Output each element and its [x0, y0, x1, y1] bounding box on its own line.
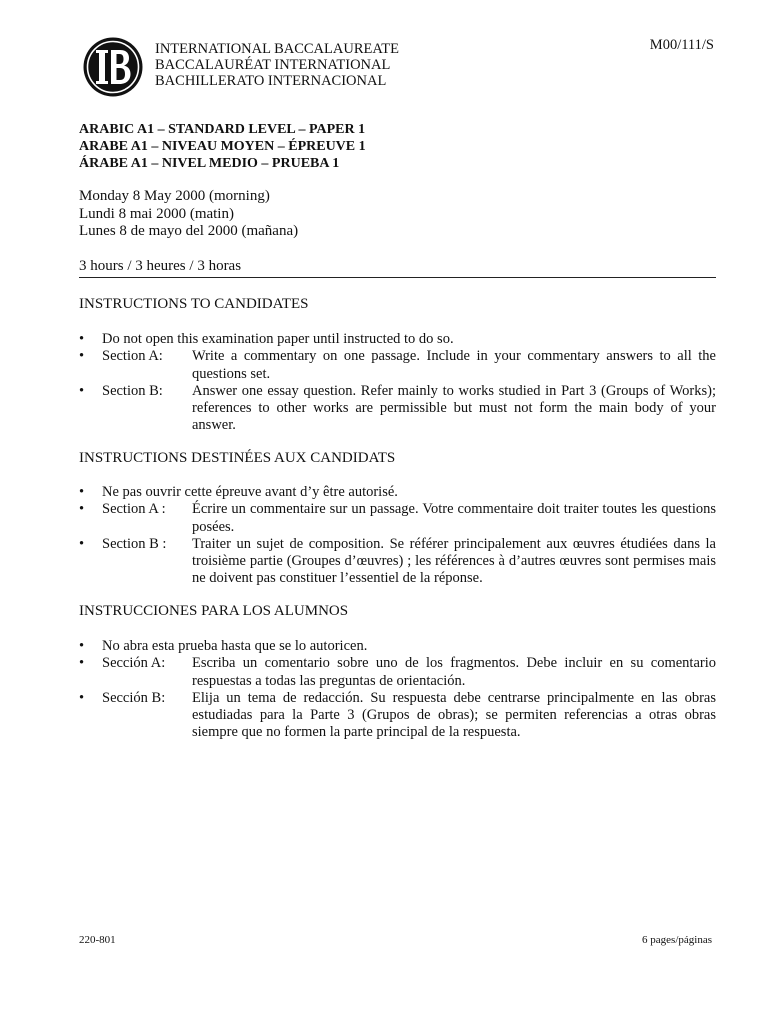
bullet: •	[79, 655, 85, 672]
list-item	[79, 348, 716, 383]
instructions-list-fr	[79, 484, 716, 588]
instruction-text: Traiter un sujet de composition. Se référer principalement aux œuvres étudiées dans la troisième partie (Groupes d’œuvres) ; les références à d’autres œuvres sont permises mais ne doivent pas constituer l’essentiel de la réponse.	[192, 535, 716, 587]
instructions-heading-en: INSTRUCTIONS TO CANDIDATES	[79, 296, 309, 312]
paper-title-en: ARABIC A1 – STANDARD LEVEL – PAPER 1	[79, 122, 366, 137]
list-item	[79, 383, 716, 435]
section-label: Sección A:	[102, 655, 166, 672]
section-label: Section A :	[102, 501, 166, 518]
divider	[79, 277, 716, 278]
bullet: •	[79, 638, 85, 654]
instruction-text: Write a commentary on one passage. Include in your commentary answers to all the questions set.	[192, 348, 716, 382]
bullet: •	[79, 484, 85, 500]
list-item	[79, 501, 716, 536]
list-item	[79, 331, 716, 348]
list-item	[79, 638, 716, 655]
instruction-text: Answer one essay question. Refer mainly to works studied in Part 3 (Groups of Works); references to other works are permissible but must not form the main body of your answer.	[192, 382, 716, 434]
section-label: Section A:	[102, 348, 163, 365]
exam-dates	[79, 188, 298, 241]
exam-date-es: Lunes 8 de mayo del 2000 (mañana)	[79, 223, 299, 239]
bullet: •	[79, 382, 85, 399]
instructions-heading-es: INSTRUCCIONES PARA LOS ALUMNOS	[79, 603, 349, 619]
instructions-list-es	[79, 638, 716, 742]
section-label: Section B:	[102, 382, 163, 399]
paper-title-fr: ARABE A1 – NIVEAU MOYEN – ÉPREUVE 1	[79, 139, 366, 154]
instruction-text: Do not open this examination paper until instructed to do so.	[102, 331, 454, 347]
paper-titles	[79, 121, 366, 172]
ib-logo-icon	[82, 36, 144, 98]
paper-title-es: ÁRABE A1 – NIVEL MEDIO – PRUEBA 1	[79, 156, 340, 171]
instruction-text: Ne pas ouvrir cette épreuve avant d’y être autorisé.	[102, 484, 398, 500]
instruction-text: Escriba un comentario sobre uno de los fragmentos. Debe incluir en su comentario respuestas a todas las preguntas de orientación.	[192, 655, 716, 689]
list-item	[79, 690, 716, 742]
bullet: •	[79, 535, 85, 552]
instructions-list-en	[79, 331, 716, 435]
org-line-fr: BACCALAURÉAT INTERNATIONAL	[155, 57, 391, 73]
org-line-en: INTERNATIONAL BACCALAUREATE	[155, 41, 399, 57]
bullet: •	[79, 689, 85, 706]
exam-date-en: Monday 8 May 2000 (morning)	[79, 188, 270, 204]
section-label: Section B :	[102, 535, 167, 552]
organisation-name	[155, 41, 399, 89]
section-label: Sección B:	[102, 689, 166, 706]
bullet: •	[79, 331, 85, 347]
list-item	[79, 655, 716, 690]
bullet: •	[79, 348, 85, 365]
org-line-es: BACHILLERATO INTERNACIONAL	[155, 73, 387, 89]
paper-reference: 220-801	[79, 934, 116, 946]
exam-date-fr: Lundi 8 mai 2000 (matin)	[79, 205, 234, 222]
instruction-text: No abra esta prueba hasta que se lo autoricen.	[102, 638, 368, 654]
paper-code: M00/111/S	[649, 37, 714, 53]
list-item	[79, 484, 716, 501]
list-item	[79, 536, 716, 588]
instruction-text: Écrire un commentaire sur un passage. Votre commentaire doit traiter toutes les questions posées.	[192, 501, 716, 535]
instructions-heading-fr: INSTRUCTIONS DESTINÉES AUX CANDIDATS	[79, 450, 396, 466]
bullet: •	[79, 501, 85, 518]
exam-duration: 3 hours / 3 heures / 3 horas	[79, 258, 242, 274]
instruction-text: Elija un tema de redacción. Su respuesta debe centrarse principalmente en las obras estudiadas para la Parte 3 (Grupos de obras); se permiten referencias a otras obras siempre que no formen la parte principal de la respuesta.	[192, 689, 716, 741]
page-count: 6 pages/páginas	[642, 934, 712, 946]
